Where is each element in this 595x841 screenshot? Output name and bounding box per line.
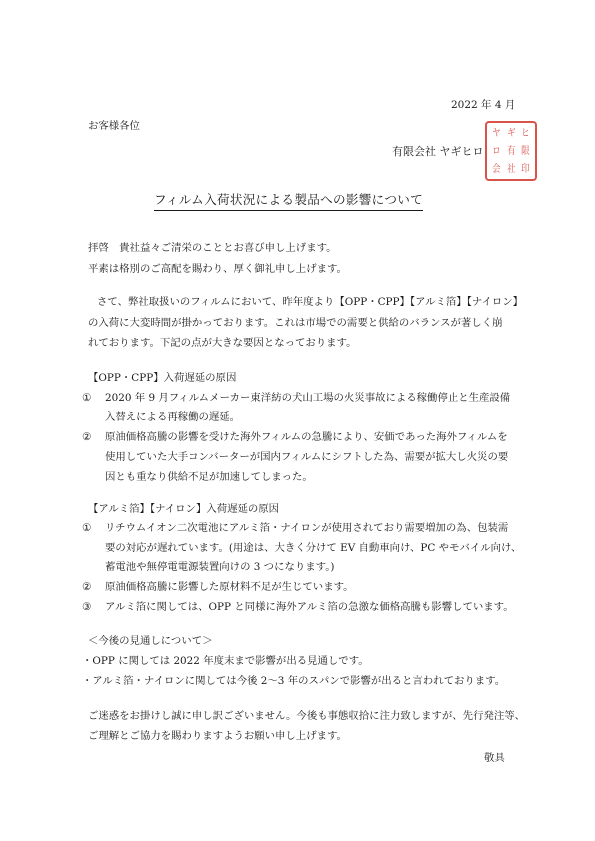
seal-char: ヤ (492, 128, 501, 139)
intro-line: れております。下記の点が大きな要因となっております。 (88, 337, 357, 349)
outlook-item: ・アルミ箔・ナイロンに関しては今後 2～3 年のスパンで影響が出ると言われております。 (82, 675, 506, 687)
addressee: お客様各位 (88, 120, 140, 132)
seal-char: 社 (506, 164, 516, 175)
item-line: リチウムイオン二次電池にアルミ箔・ナイロンが使用されており需要増加の為、包装需 (105, 522, 509, 534)
outlook-heading: ＜今後の見通しについて＞ (88, 635, 213, 647)
item-line: 蓄電池や無停電電源装置向けの 3 つになります。) (105, 561, 335, 573)
item-line: アルミ箔に関しては、OPP と同様に海外アルミ箔の急激な価格高騰も影響しています。 (105, 601, 514, 613)
item-number: ② (82, 581, 92, 593)
greeting-line: 平素は格別のご高配を賜わり、厚く御礼申し上げます。 (88, 263, 347, 275)
item-line: 要の対応が遅れています。(用途は、大きく分けて EV 自動車向け、PC やモバイル向け、 (105, 542, 522, 554)
closing-line: ご迷惑をお掛けし誠に申し訳ございません。今後も事態収拾に注力致しますが、先行発注等、 (88, 710, 526, 722)
intro-line: の入荷に大変時間が掛かっております。これは市場での需要と供給のバランスが著しく崩 (88, 317, 503, 329)
seal-char: 有 (506, 146, 516, 157)
outlook-item: ・OPP に関しては 2022 年度末まで影響が出る見通しです。 (82, 655, 369, 667)
seal-char: 会 (492, 164, 501, 175)
item-line: 入替えによる再稼働の遅延。 (105, 411, 241, 423)
item-line: 原油価格高騰に影響した原材料不足が生じています。 (105, 581, 354, 593)
closing-line: ご理解とご協力を賜わりますようお願い申し上げます。 (88, 730, 347, 742)
seal-char: ギ (506, 128, 516, 139)
document-title: フィルム入荷状況による製品への影響について (154, 194, 423, 211)
seal-char: ヒ (521, 128, 530, 139)
item-line: 因とも重なり供給不足が加速してしまった。 (105, 471, 313, 483)
seal-char: 印 (521, 164, 530, 175)
item-line: 原油価格高騰の影響を受けた海外フィルムの急騰により、安価であった海外フィルムを (105, 431, 508, 443)
item-number: ③ (82, 601, 92, 613)
section-heading: 【OPP・CPP】入荷遅延の原因 (88, 372, 237, 384)
item-number: ① (82, 522, 92, 534)
item-number: ① (82, 392, 92, 404)
item-line: 使用していた大手コンバーターが国内フィルムにシフトした為、需要が拡大し火災の要 (105, 451, 509, 463)
seal-char: 限 (521, 146, 530, 157)
item-line: 2020 年 9 月フィルムメーカー東洋紡の犬山工場の火災事故による稼働停止と生産設備 (105, 392, 511, 404)
item-number: ② (82, 431, 92, 443)
document-date: 2022 年 4 月 (451, 99, 516, 111)
company-seal-stamp (485, 121, 537, 181)
sign-off: 敬具 (484, 752, 505, 764)
section-heading: 【アルミ箔】【ナイロン】入荷遅延の原因 (88, 503, 280, 515)
seal-char: ロ (492, 146, 501, 157)
greeting-line: 拝啓 貴社益々ご清栄のこととお喜び申し上げます。 (88, 242, 337, 254)
company-name: 有限会社 ヤギヒロ (392, 145, 484, 158)
intro-line: さて、弊社取扱いのフィルムにおいて、昨年度より【OPP・CPP】【アルミ箔】【ナイロン】 (97, 296, 524, 308)
